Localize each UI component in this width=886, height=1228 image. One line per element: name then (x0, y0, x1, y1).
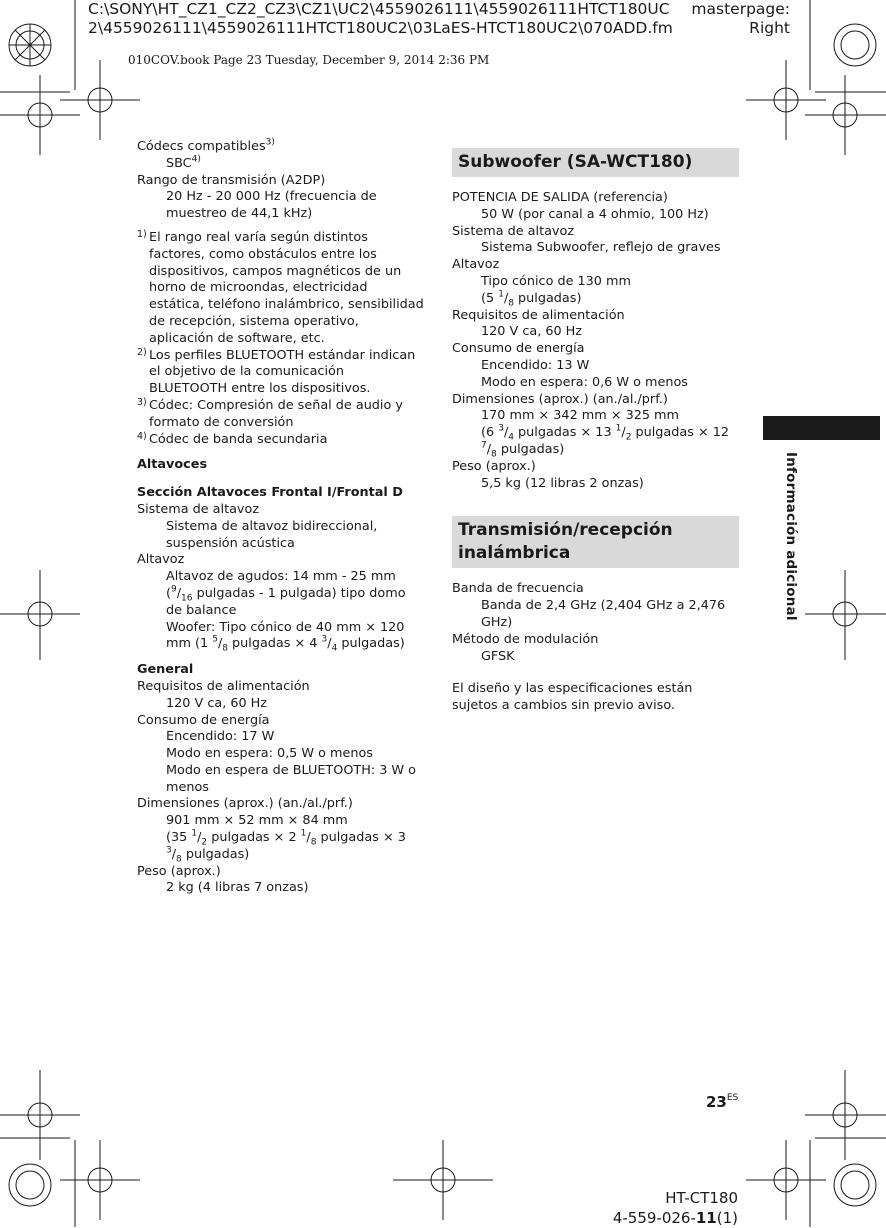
right-column (452, 148, 739, 715)
codecs-label: Códecs compatibles$^{3)}$ (137, 137, 275, 154)
band-label: Banda de frecuencia (452, 581, 584, 597)
speaker-system-value: Sistema de altavoz bidireccional, suspensión acústica (166, 518, 378, 551)
power-value: 120 V ca, 60 Hz (166, 695, 268, 711)
sub-dimensions-label: Dimensiones (aprox.) (an./al./prf.) (452, 391, 668, 407)
band-value: Banda de 2,4 GHz (2,404 GHz a 2,476 GHz) (481, 598, 726, 630)
consumption-label: Consumo de energía (137, 712, 270, 728)
sub-dimensions-imperial: (6 $^3/_4$ pulgadas × 13 $^1/_2$ pulgadas × 12 $^7/_8$ pulgadas) (481, 423, 730, 460)
dimensions-label: Dimensiones (aprox.) (an./al./prf.) (137, 796, 353, 812)
star-target-icon (834, 24, 876, 66)
modulation-label: Método de modulación (452, 631, 599, 647)
sub-speaker-label: Altavoz (452, 257, 500, 273)
part-number: 4-559-026-11(1) (612, 1209, 738, 1227)
tweeter-value: Altavoz de agudos: 14 mm - 25 mm ($^9/_{16}$ pulgadas - 1 pulgada) tipo domo de balance (166, 569, 406, 618)
speaker-system-label: Sistema de altavoz (137, 501, 260, 517)
page-number: $23^{ES}$ (706, 1093, 739, 1111)
dimensions-metric: 901 mm × 52 mm × 84 mm (166, 813, 348, 829)
masterpage-value: Right (749, 19, 790, 37)
sub-weight-value: 5,5 kg (12 libras 2 onzas) (481, 475, 644, 491)
weight-value: 2 kg (4 libras 7 onzas) (166, 880, 309, 896)
footnote-4: 4) Códec de banda secundaria (137, 430, 328, 447)
speakers-heading: Altavoces (137, 457, 208, 473)
sub-speaker-value: Tipo cónico de 130 mm (481, 273, 631, 289)
footnote-1: 1) El rango real varía según distintos factores, como obstáculos entre los dispositivos, campos magnéticos de un horno de microondas, electricidad estática, teléfono inalámbrico, sensibilidad de recepción, sistema operativo, aplicación de software, etc. (137, 228, 424, 346)
sub-dimensions-metric: 170 mm × 342 mm × 325 mm (481, 408, 679, 424)
codecs-value: SBC$^{4)}$ (166, 154, 201, 171)
sub-consumption-standby: Modo en espera: 0,6 W o menos (481, 374, 688, 390)
file-path-header (88, 0, 673, 38)
wireless-heading: Transmisión/recepción inalámbrica (452, 516, 739, 568)
output-label: POTENCIA DE SALIDA (referencia) (452, 190, 668, 205)
masterpage-header (691, 0, 790, 38)
speaker-label: Altavoz (137, 552, 185, 568)
sub-system-value: Sistema Subwoofer, reflejo de graves (481, 240, 721, 256)
masterpage-label: masterpage: (691, 0, 790, 18)
star-target-icon (9, 1164, 51, 1206)
weight-label: Peso (aprox.) (137, 863, 221, 879)
file-path-line-2: 2\4559026111\4559026111HTCT180UC2\03LaES-HTCT180UC2\070ADD.fm (88, 19, 673, 37)
consumption-on: Encendido: 17 W (166, 729, 275, 745)
output-value: 50 W (por canal a 4 ohmio, 100 Hz) (481, 206, 709, 222)
dimensions-imperial: (35 $^1/_2$ pulgadas × 2 $^1/_8$ pulgadas × 3 $^3/_8$ pulgadas) (166, 828, 406, 865)
sub-consumption-on: Encendido: 13 W (481, 357, 590, 373)
subwoofer-heading: Subwoofer (SA-WCT180) (452, 148, 739, 177)
model-info (613, 1188, 738, 1228)
front-speakers-heading: Sección Altavoces Frontal I/Frontal D (137, 485, 403, 501)
sub-consumption-label: Consumo de energía (452, 341, 585, 357)
footnote-2: 2) Los perfiles BLUETOOTH estándar indican el objetivo de la comunicación BLUETOOTH entre los dispositivos. (137, 346, 416, 397)
consumption-bt-standby: Modo en espera de BLUETOOTH: 3 W o menos (166, 762, 416, 795)
model-name: HT-CT180 (665, 1189, 738, 1207)
section-tab-marker (763, 416, 880, 440)
modulation-value: GFSK (481, 648, 515, 664)
spec-change-notice: El diseño y las especificaciones están sujetos a cambios sin previo aviso. (452, 681, 693, 714)
sub-power-label: Requisitos de alimentación (452, 307, 625, 323)
sub-speaker-imperial: (5 $^1/_8$ pulgadas) (481, 289, 582, 309)
footnote-3: 3) Códec: Compresión de señal de audio y formato de conversión (137, 396, 403, 430)
sub-weight-label: Peso (aprox.) (452, 458, 536, 474)
consumption-standby: Modo en espera: 0,5 W o menos (166, 746, 373, 762)
range-value: 20 Hz - 20 000 Hz (frecuencia de muestreo de 44,1 kHz) (166, 189, 377, 222)
range-label: Rango de transmisión (A2DP) (137, 172, 326, 188)
woofer-value: Woofer: Tipo cónico de 40 mm × 120 mm (1 $^5/_8$ pulgadas × 4 $^3/_4$ pulgadas) (166, 619, 405, 654)
book-info-line: 010COV.book Page 23 Tuesday, December 9, 2014 2:36 PM (128, 53, 490, 67)
file-path-line-1: C:\SONY\HT_CZ1_CZ2_CZ3\CZ1\UC2\4559026111\4559026111HTCT180UC (88, 0, 670, 18)
sub-power-value: 120 V ca, 60 Hz (481, 324, 583, 340)
section-tab-label: Información adicional (783, 452, 799, 621)
left-column (137, 139, 425, 897)
power-label: Requisitos de alimentación (137, 678, 310, 694)
star-target-icon (834, 1164, 876, 1206)
general-heading: General (137, 662, 194, 678)
sub-system-label: Sistema de altavoz (452, 223, 575, 239)
